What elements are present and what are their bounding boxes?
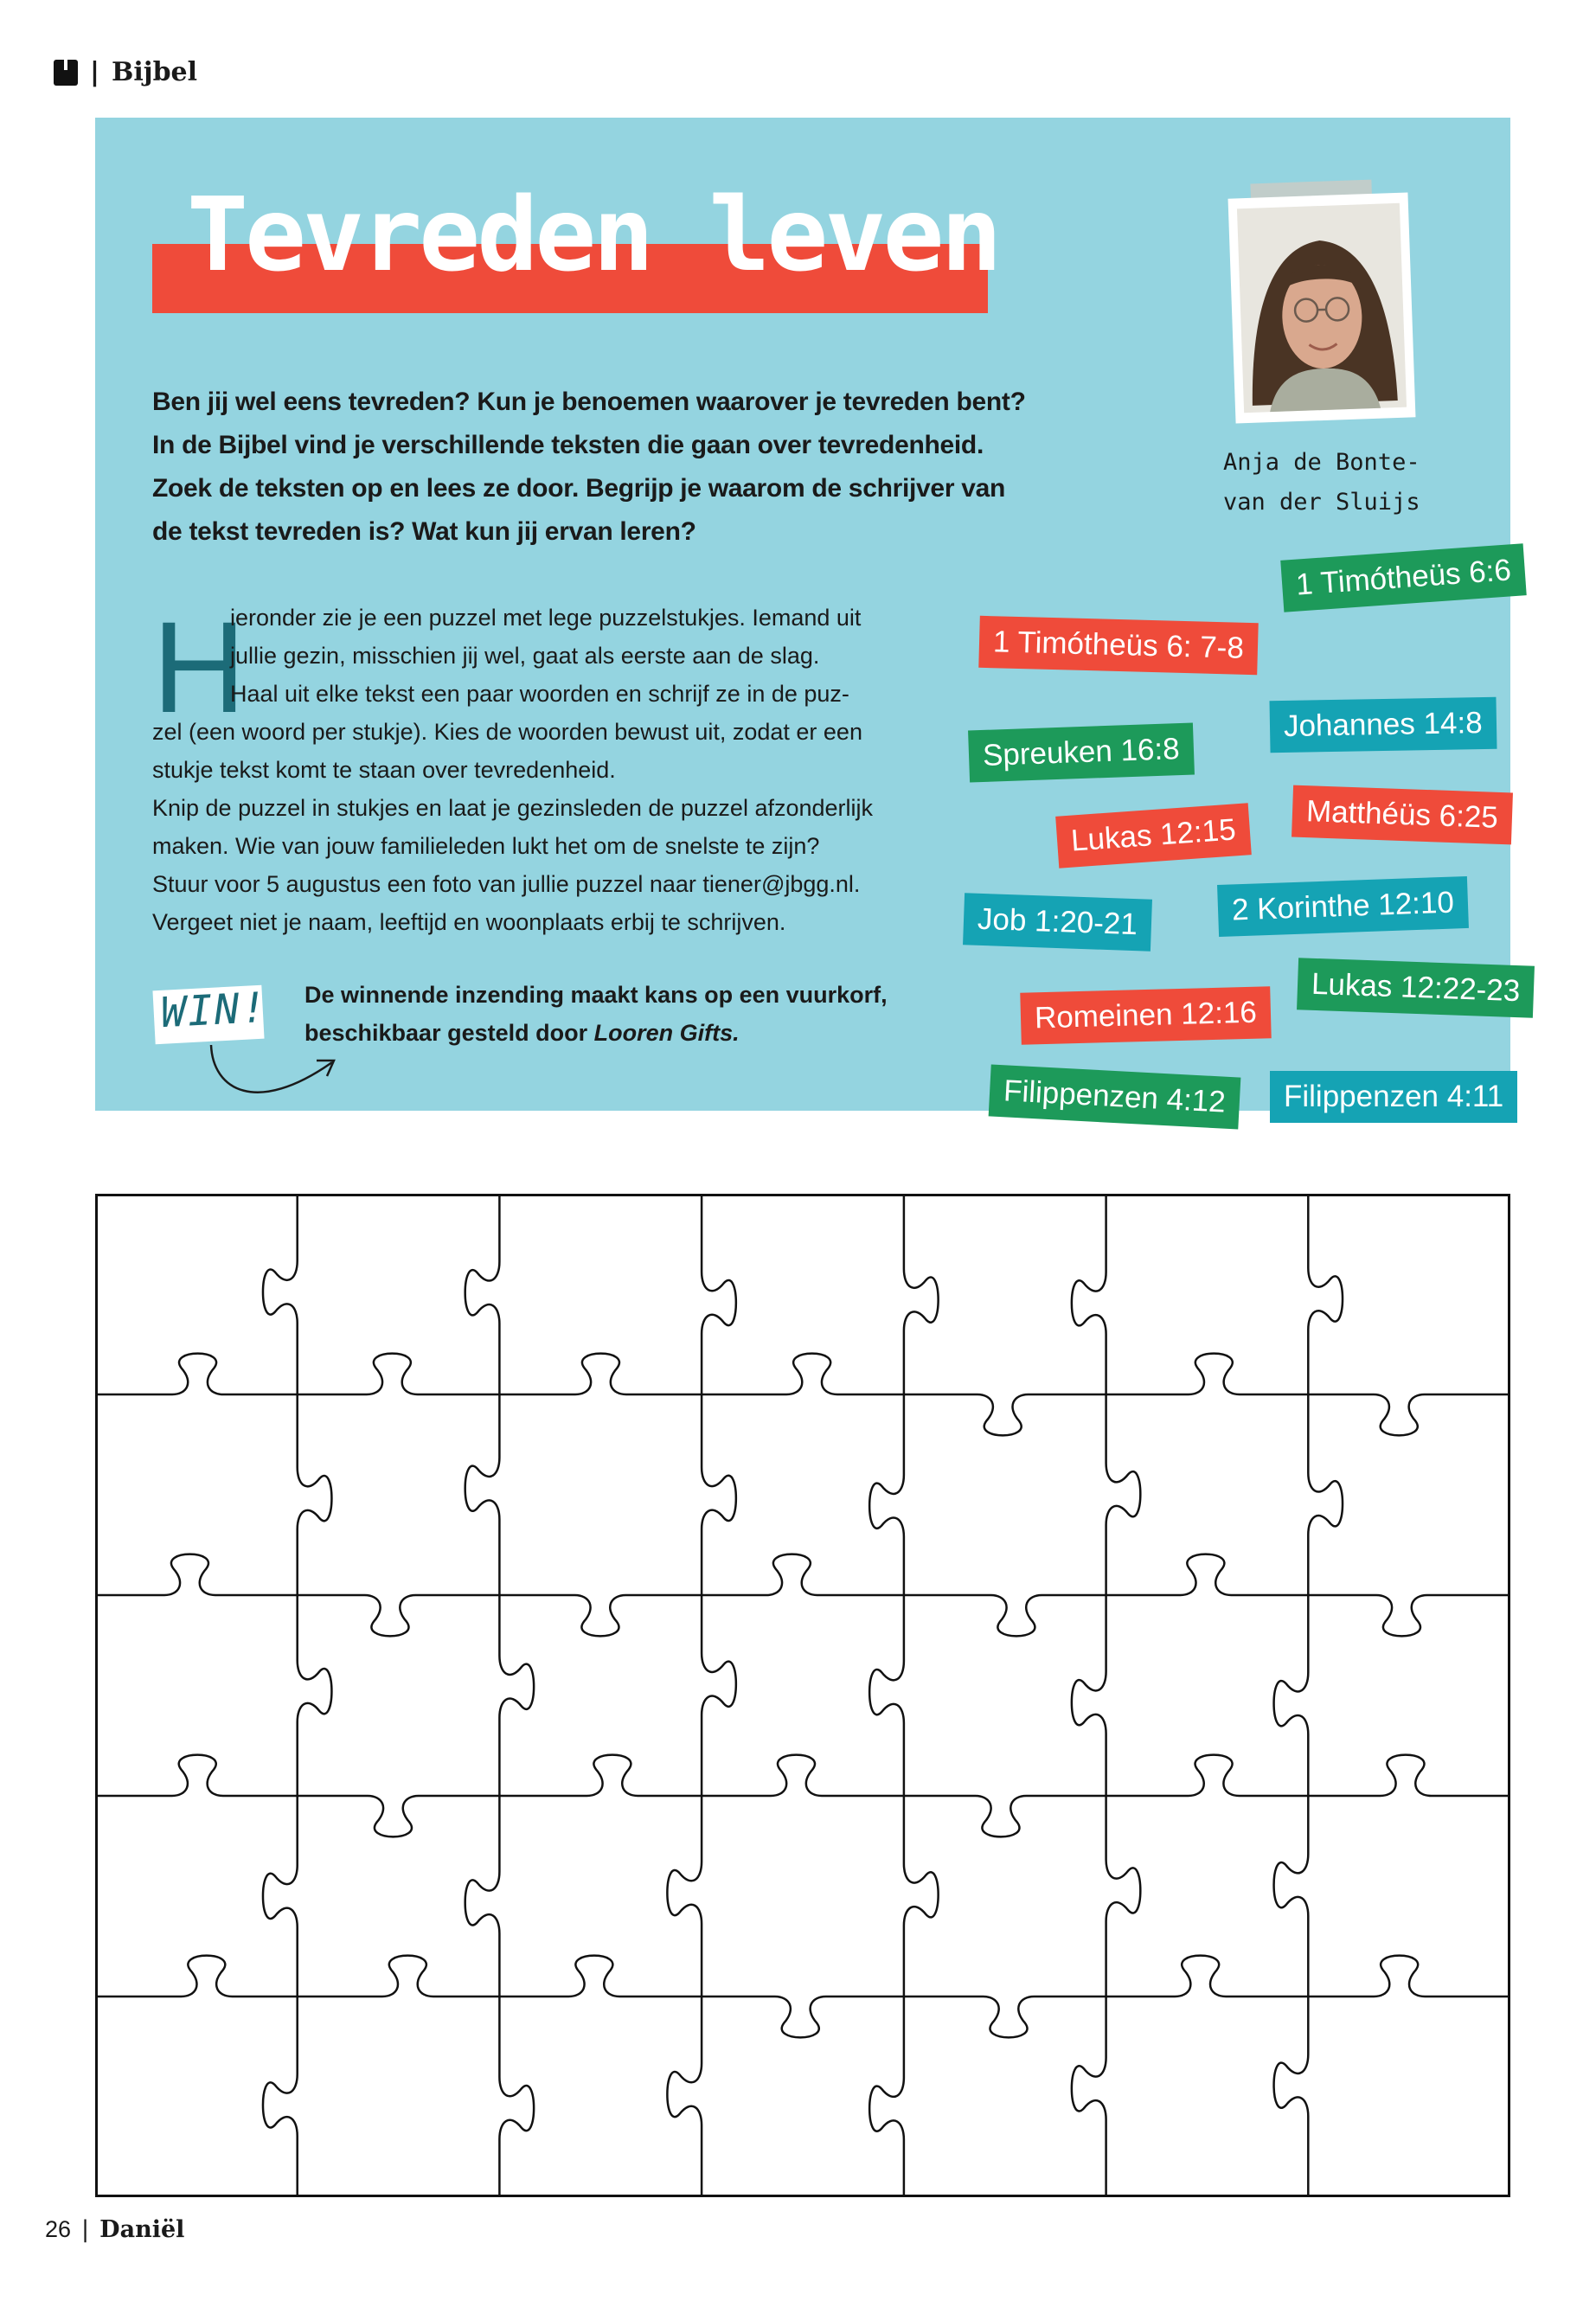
intro-line: In de Bijbel vind je verschillende teksten die gaan over tevredenheid.: [152, 431, 984, 459]
puzzle-cut-line: [869, 1194, 938, 2197]
bible-tag: Matthéüs 6:25: [1292, 785, 1513, 845]
author-line: Anja de Bonte-: [1223, 449, 1420, 476]
puzzle-cut-line: [263, 1194, 331, 2197]
puzzle-grid: [95, 1194, 1510, 2197]
page-header: [54, 57, 197, 87]
author-portrait: [1228, 192, 1416, 423]
puzzle-cut-line: [1072, 1194, 1140, 2197]
win-line: [304, 1014, 888, 1052]
author-name: [1223, 443, 1420, 522]
bible-tag: Johannes 14:8: [1269, 697, 1497, 753]
bible-tag: 2 Korinthe 12:10: [1217, 876, 1469, 937]
intro-line: Ben jij wel eens tevreden? Kun je benoemen waarover je tevreden bent?: [152, 388, 1026, 416]
bible-tag: Romeinen 12:16: [1020, 986, 1271, 1045]
body-line: Knip de puzzel in stukjes en laat je gezinsleden de puzzel afzonderlijk: [152, 795, 874, 821]
puzzle-cut-line: [95, 1354, 1510, 1436]
bible-tag: Job 1:20-21: [963, 893, 1152, 952]
footer-separator: |: [81, 2216, 90, 2243]
body-line: Stuur voor 5 augustus een foto van jullie puzzel naar tiener@jbgg.nl.: [152, 871, 861, 897]
puzzle-cut-line: [465, 1194, 534, 2197]
article-title: Tevreden leven: [187, 175, 999, 294]
body-line: stukje tekst komt te staan over tevredenheid.: [152, 757, 616, 783]
bible-tag: Spreuken 16:8: [968, 722, 1195, 782]
bible-tag: Filippenzen 4:12: [989, 1064, 1241, 1129]
bible-tag: Lukas 12:15: [1055, 803, 1251, 868]
win-description: [304, 976, 888, 1052]
puzzle-cut-line: [1274, 1194, 1343, 2197]
bible-tag: 1 Timótheüs 6: 7-8: [978, 616, 1258, 676]
drop-cap: H: [152, 594, 247, 740]
bible-tag: Lukas 12:22-23: [1297, 958, 1535, 1018]
page-number: 26: [45, 2216, 72, 2242]
win-line-prefix: beschikbaar gesteld door: [304, 1020, 594, 1046]
body-text: [152, 594, 913, 941]
intro-text: [152, 381, 1112, 554]
puzzle-border: [97, 1195, 1509, 2196]
bible-tag: 1 Timótheüs 6:6: [1280, 543, 1527, 612]
intro-line: de tekst tevreden is? Wat kun jij ervan leren?: [152, 517, 696, 546]
body-line: jullie gezin, misschien jij wel, gaat als eerste aan de slag.: [230, 643, 820, 669]
book-icon: [54, 60, 78, 86]
page-footer: [45, 2216, 184, 2243]
puzzle-cut-line: [667, 1194, 735, 2197]
header-separator: |: [90, 57, 99, 87]
puzzle-cut-line: [95, 1755, 1510, 1837]
blank-jigsaw-puzzle: [95, 1194, 1510, 2197]
sponsor-name: Looren Gifts.: [593, 1020, 740, 1046]
author-photo: [1228, 192, 1416, 423]
body-line: ieronder zie je een puzzel met lege puzzelstukjes. Iemand uit: [230, 605, 862, 631]
body-line: maken. Wie van jouw familieleden lukt het om de snelste te zijn?: [152, 833, 820, 859]
body-line: Haal uit elke tekst een paar woorden en schrijf ze in de puz-: [230, 681, 849, 707]
body-line: Vergeet niet je naam, leeftijd en woonplaats erbij te schrijven.: [152, 909, 786, 935]
puzzle-cut-line: [95, 1956, 1510, 2038]
section-label: Bijbel: [111, 57, 198, 87]
bible-tag: Filippenzen 4:11: [1270, 1071, 1517, 1123]
intro-line: Zoek de teksten op en lees ze door. Begrijp je waarom de schrijver van: [152, 474, 1006, 503]
puzzle-cut-line: [95, 1554, 1510, 1637]
magazine-name: Daniël: [99, 2216, 185, 2243]
win-line: De winnende inzending maakt kans op een vuurkorf,: [304, 982, 888, 1008]
body-line: zel (een woord per stukje). Kies de woorden bewust uit, zodat er een: [152, 719, 862, 745]
win-label: WIN!: [159, 983, 269, 1038]
author-line: van der Sluijs: [1223, 489, 1420, 516]
